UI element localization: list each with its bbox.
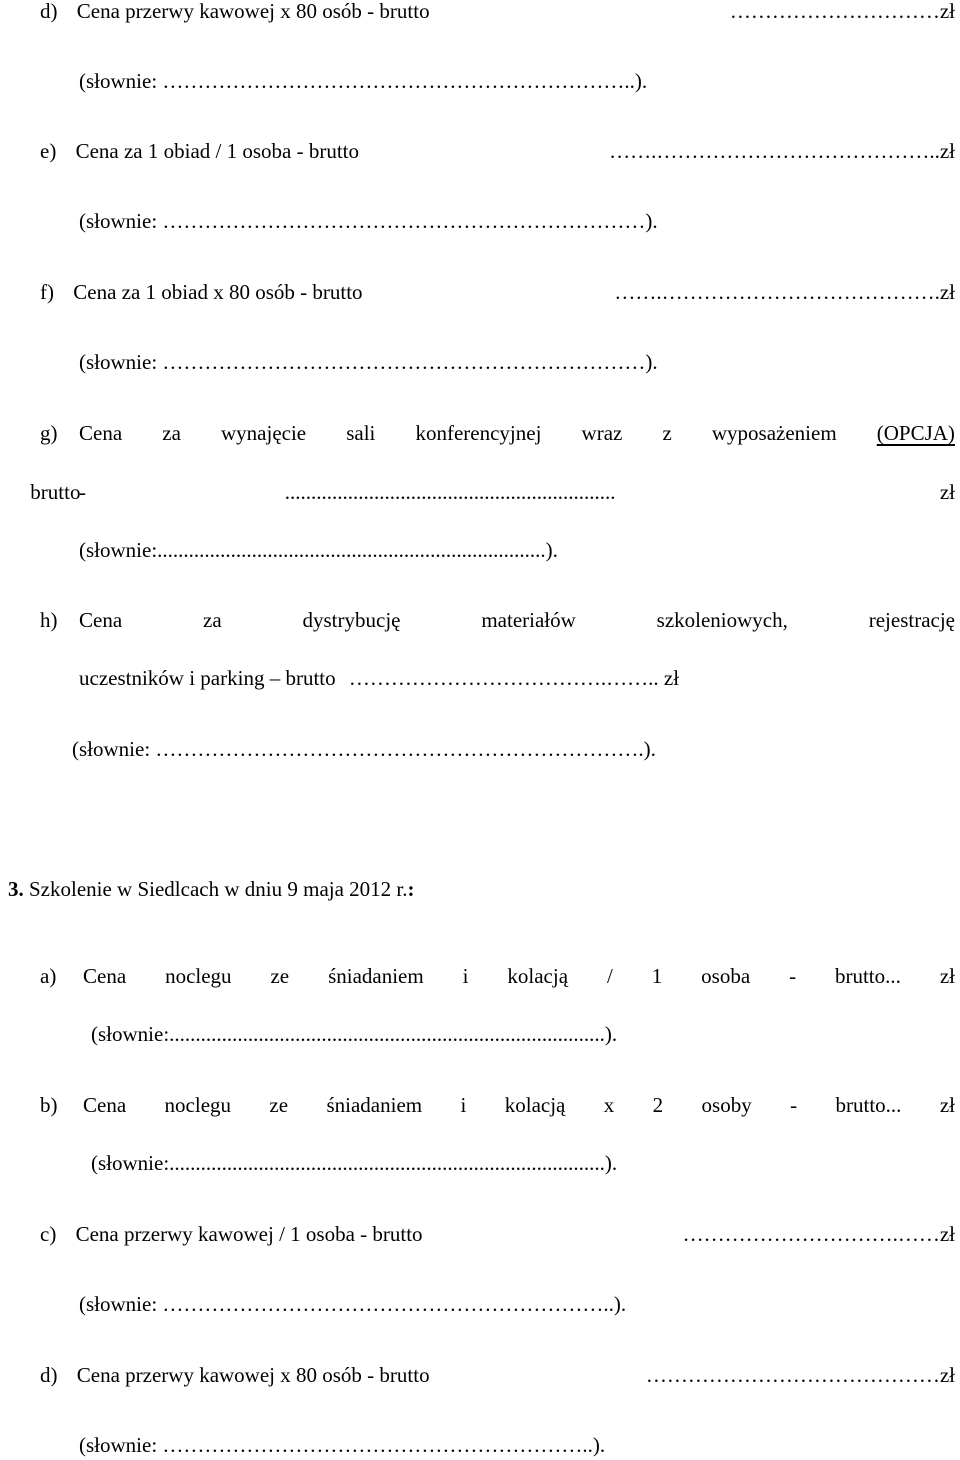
word: Cena bbox=[83, 964, 127, 988]
dash: - bbox=[79, 480, 86, 504]
item-label: f) bbox=[40, 280, 54, 304]
word: wyposażeniem bbox=[711, 421, 837, 445]
item-d-bottom bbox=[40, 1362, 955, 1388]
item-label: g) bbox=[40, 421, 58, 445]
opcja-marker: (OPCJA) bbox=[876, 421, 955, 445]
slownie-line: (słownie: ……………………………………………………………). bbox=[79, 209, 658, 233]
word: 1 bbox=[651, 964, 663, 988]
item-text: uczestników i parking – brutto bbox=[79, 666, 336, 690]
item-g-line2 bbox=[30, 479, 955, 505]
word: Cena bbox=[79, 608, 123, 632]
section-heading bbox=[8, 876, 415, 902]
section-colon: : bbox=[407, 877, 415, 901]
word: z bbox=[662, 421, 672, 445]
slownie-line: (słownie: ……………………………………………………………). bbox=[79, 350, 658, 374]
price-fill: …………………………zł bbox=[729, 0, 955, 23]
price-fill: ……………………………………zł bbox=[645, 1363, 955, 1387]
item-h-line1 bbox=[79, 607, 955, 633]
word: Cena bbox=[83, 1093, 127, 1117]
slownie-line: (słownie:..........................................................................). bbox=[79, 538, 558, 562]
item-f bbox=[40, 279, 955, 305]
section-number: 3. bbox=[8, 877, 24, 901]
word: za bbox=[162, 421, 181, 445]
word: za bbox=[203, 608, 222, 632]
item-label: a) bbox=[40, 964, 57, 988]
item-e bbox=[40, 138, 955, 164]
word: materiałów bbox=[481, 608, 576, 632]
item-text: Cena przerwy kawowej x 80 osób - brutto bbox=[76, 1363, 430, 1387]
word: ze bbox=[269, 1093, 289, 1117]
item-label: d) bbox=[40, 1363, 58, 1387]
slownie-line: (słownie: …………………………………………………………….). bbox=[72, 737, 656, 761]
word: sali bbox=[346, 421, 376, 445]
item-b-line1 bbox=[83, 1092, 955, 1118]
item-text: Cena za 1 obiad x 80 osób - brutto bbox=[73, 280, 363, 304]
slownie-line: (słownie: …………………………………………………………..). bbox=[79, 69, 648, 93]
currency: zł bbox=[939, 964, 955, 988]
currency: zł bbox=[939, 480, 955, 504]
word: noclegu bbox=[164, 1093, 232, 1117]
word: dystrybucję bbox=[302, 608, 401, 632]
word: ze bbox=[270, 964, 290, 988]
slownie-line: (słownie:...................................................................................). bbox=[91, 1151, 618, 1175]
section-title: Szkolenie w Siedlcach w dniu 9 maja 2012 r. bbox=[29, 877, 408, 901]
item-c bbox=[40, 1221, 955, 1247]
price-fill: …….………………………………….zł bbox=[614, 280, 955, 304]
word: 2 bbox=[652, 1093, 664, 1117]
word: i bbox=[462, 964, 469, 988]
word: szkoleniowych, bbox=[656, 608, 788, 632]
word: konferencyjnej bbox=[415, 421, 542, 445]
word: noclegu bbox=[165, 964, 232, 988]
word: brutto... bbox=[834, 964, 901, 988]
item-text: Cena przerwy kawowej x 80 osób - brutto bbox=[76, 0, 430, 23]
item-h-line2 bbox=[79, 665, 679, 691]
word: i bbox=[460, 1093, 467, 1117]
item-label: d) bbox=[40, 0, 58, 23]
word: osoby bbox=[701, 1093, 752, 1117]
price-fill: ............................................................... bbox=[284, 480, 616, 504]
item-text: Cena za 1 obiad / 1 osoba - brutto bbox=[75, 139, 360, 163]
price-fill: ………………………….……zł bbox=[682, 1222, 955, 1246]
word: śniadaniem bbox=[326, 1093, 423, 1117]
price-fill: …….…………………………………..zł bbox=[609, 139, 955, 163]
word: kolacją bbox=[504, 1093, 566, 1117]
word: osoba bbox=[701, 964, 751, 988]
word: brutto bbox=[30, 480, 81, 504]
slownie-line: (słownie: ……………………………………………………..). bbox=[79, 1433, 606, 1457]
slownie-line: (słownie:...................................................................................). bbox=[91, 1022, 618, 1046]
item-label: b) bbox=[40, 1093, 58, 1117]
word: / bbox=[606, 964, 613, 988]
item-label: c) bbox=[40, 1222, 57, 1246]
word: - bbox=[789, 964, 797, 988]
word: rejestrację bbox=[868, 608, 955, 632]
word: kolacją bbox=[507, 964, 569, 988]
word: śniadaniem bbox=[328, 964, 424, 988]
item-a-line1 bbox=[83, 963, 955, 989]
slownie-line: (słownie: ………………………………………………………..). bbox=[79, 1292, 627, 1316]
word: wynajęcie bbox=[221, 421, 307, 445]
word: wraz bbox=[581, 421, 623, 445]
item-text: Cena przerwy kawowej / 1 osoba - brutto bbox=[75, 1222, 423, 1246]
word: Cena bbox=[79, 421, 123, 445]
item-g-line1 bbox=[79, 420, 955, 446]
word: brutto... bbox=[835, 1093, 902, 1117]
currency: zł bbox=[939, 1093, 955, 1117]
word: x bbox=[603, 1093, 615, 1117]
word: - bbox=[790, 1093, 798, 1117]
item-d-top bbox=[40, 0, 955, 24]
item-label: e) bbox=[40, 139, 57, 163]
price-fill: ……………………………….…….. zł bbox=[348, 666, 680, 690]
item-label: h) bbox=[40, 608, 58, 632]
